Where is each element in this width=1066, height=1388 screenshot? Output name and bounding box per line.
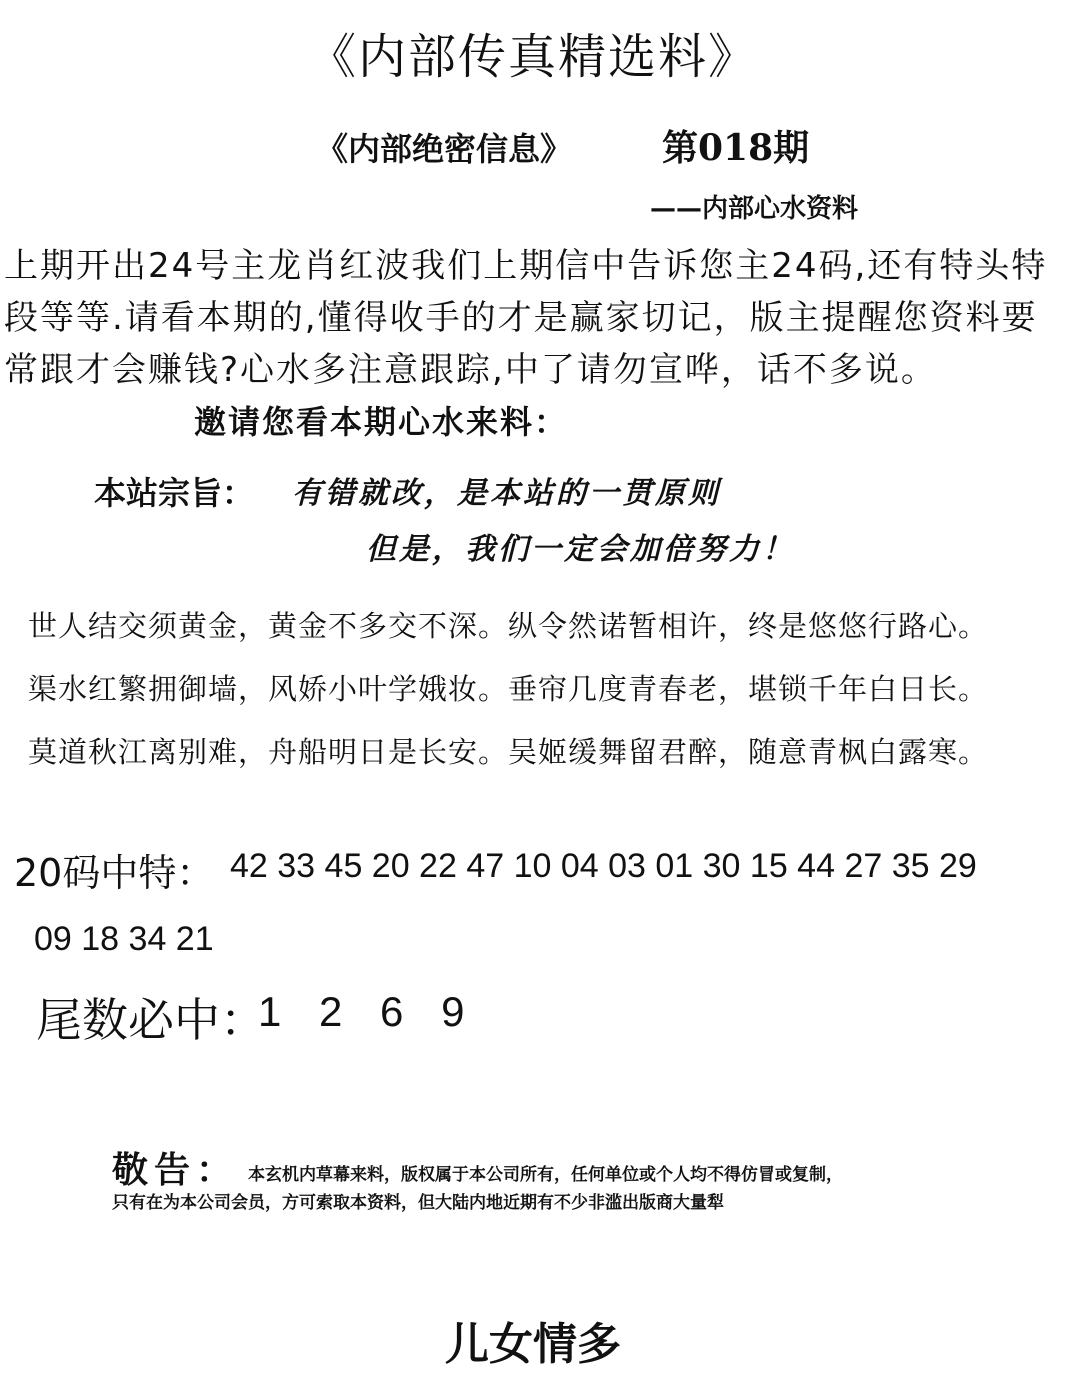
page-title: 《内部传真精选料》 bbox=[307, 29, 758, 85]
footer-text: 儿女情多 bbox=[445, 1319, 621, 1370]
notice-line-2: 只有在为本公司会员，方可索取本资料，但大陆内地近期有不少非滥出版商大量犁 bbox=[112, 1193, 724, 1213]
motto-line-1: 有错就改，是本站的一贯原则 bbox=[292, 476, 721, 511]
intro-paragraph bbox=[4, 240, 1066, 448]
invite-text: 邀请您看本期心水来料： bbox=[194, 403, 569, 441]
subtitle: 《内部绝密信息》 bbox=[316, 130, 573, 168]
codes-list-line-1: 42 33 45 20 22 47 10 04 03 01 30 15 44 27 35 29 bbox=[230, 847, 977, 885]
motto-label: 本站宗旨： bbox=[94, 474, 255, 512]
poem-line: 莫道秋江离别难，舟船明日是长安。吴姬缓舞留君醉，随意青枫白露寒。 bbox=[28, 735, 989, 769]
motto-line-2: 但是，我们一定会加倍努力！ bbox=[366, 532, 795, 567]
tail-digits: 1 2 6 9 bbox=[258, 988, 465, 1035]
notice-line-1: 本玄机内草幕来料，版权属于本公司所有，任何单位或个人均不得仿冒或复制， bbox=[248, 1165, 843, 1185]
notice-label: 敬告： bbox=[112, 1150, 239, 1191]
poem-line: 世人结交须黄金，黄金不多交不深。纵令然诺暂相许，终是悠悠行路心。 bbox=[28, 609, 989, 643]
source-note: ——内部心水资料 bbox=[650, 194, 859, 224]
codes-list-line-2: 09 18 34 21 bbox=[34, 920, 214, 958]
intro-text: 上期开出24号主龙肖红波我们上期信中告诉您主24码,还有特头特段等等.请看本期的,懂得收手的才是赢家切记，版主提醒您资料要常跟才会赚钱?心水多注意跟踪,中了请勿宣哗，话不多说。 bbox=[4, 246, 1048, 390]
issue-number: 第018期 bbox=[662, 127, 810, 169]
tail-label: 尾数必中： bbox=[36, 993, 266, 1047]
poem-line: 渠水红繁拥御墙，风娇小叶学娥妆。垂帘几度青春老，堪锁千年白日长。 bbox=[28, 672, 989, 706]
codes-label: 20码中特： bbox=[14, 851, 215, 895]
